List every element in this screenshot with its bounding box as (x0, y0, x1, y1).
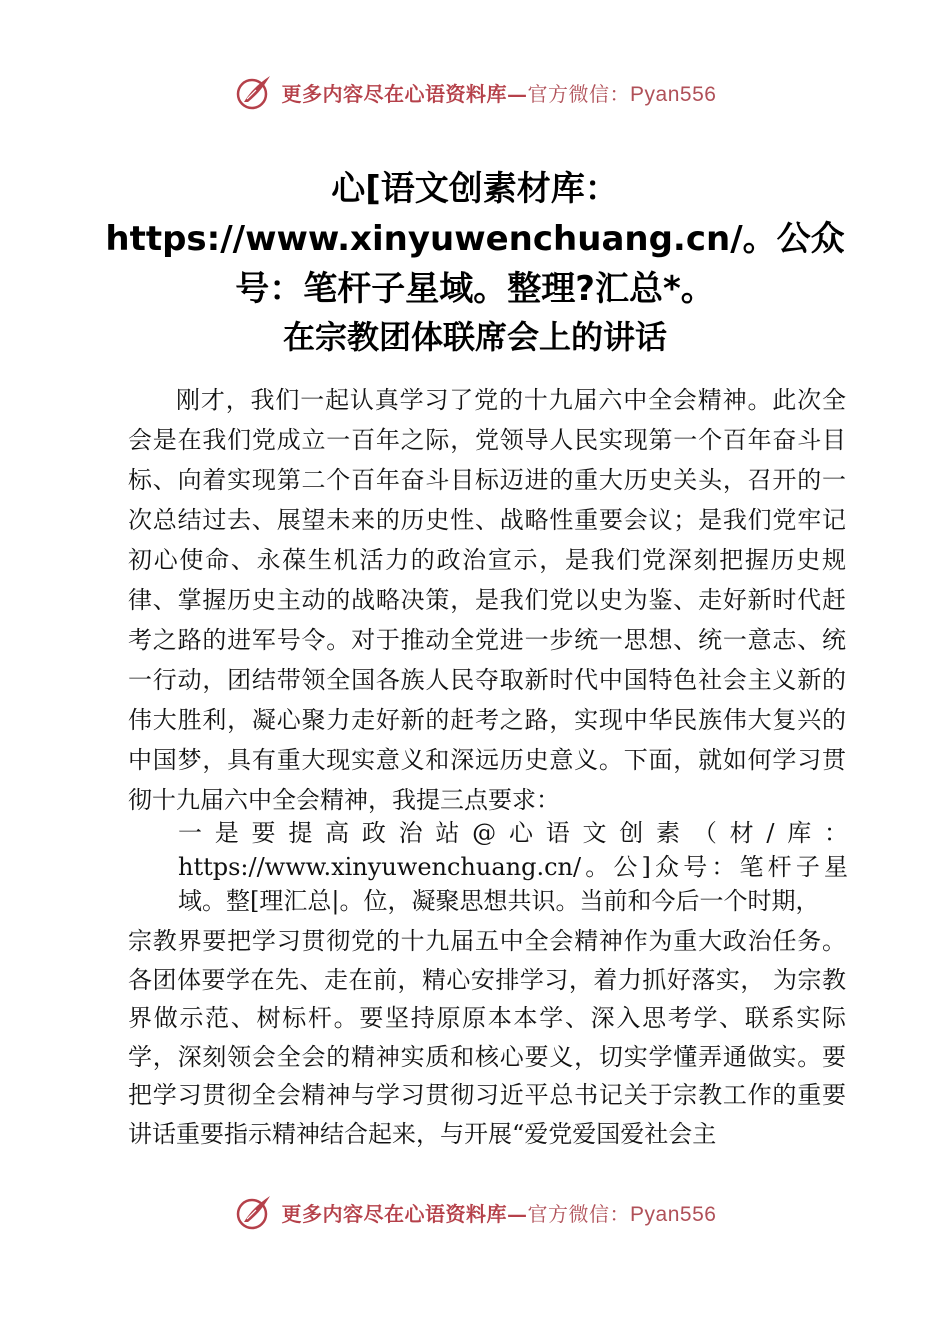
body-paragraph-3: 宗教界要把学习贯彻党的十九届五中全会精神作为重大政治任务。各团体要学在先、走在前，精心安排学习，着力抓好落实， 为宗教界做示范、树标杆。要坚持原原本本学、深入思考学、联系实际学，深刻领会全会的精神实质和核心要义，切实学懂弄通做实。要把学习贯彻全会精神与学习贯彻习近平总书记关于宗教工作的重要讲话重要指示精神结合起来，与开展“爱党爱国爱社会主 (128, 927, 846, 1148)
quill-logo-icon (234, 72, 274, 112)
footer-banner-text: 更多内容尽在心语资料库—官方微信：Pyan556 (281, 1201, 717, 1226)
body-paragraph-1: 刚才，我们一起认真学习了党的十九届六中全会精神。此次全会是在我们党成立一百年之际，党领导人民实现第一个百年奋斗目标、向着实现第二个百年奋斗目标迈进的重大历史关头，召开的一次总结过去、展望未来的历史性、战略性重要会议；是我们党牢记初心使命、永葆生机活力的政治宣示，是我们党深刻把握历史规律、掌握历史主动的战略决策，是我们党以史为鉴、走好新时代赶考之路的进军号令。对于推动全党进一步统一思想、统一意志、统一行动，团结带领全国各族人民夺取新时代中国特色社会主义新的伟大胜利，凝心聚力走好新的赶考之路，实现中华民族伟大复兴的中国梦，具有重大现实意义和深远历史意义。下面，就如何学习贯彻十九届六中全会精神，我提三点要求： (128, 386, 846, 814)
body-paragraph-2: 一是要提高政治站@心语文创素（材/库：https://www.xinyuwenchuang.cn/。公]众号：笔杆子星域。整[理汇总|。位，凝聚思想共识。当前和今后一个时期， (178, 819, 848, 915)
document-subtitle: 在宗教团体联席会上的讲话 (282, 318, 667, 356)
quill-logo-icon (234, 1192, 274, 1232)
document-title: 心[语文创素材库：https://www.xinyuwenchuang.cn/。公众号：笔杆子星域。整理?汇总*。 (105, 169, 845, 309)
footer-banner (0, 1190, 950, 1234)
header-banner (0, 70, 950, 114)
header-banner-text: 更多内容尽在心语资料库—官方微信：Pyan556 (281, 81, 717, 106)
